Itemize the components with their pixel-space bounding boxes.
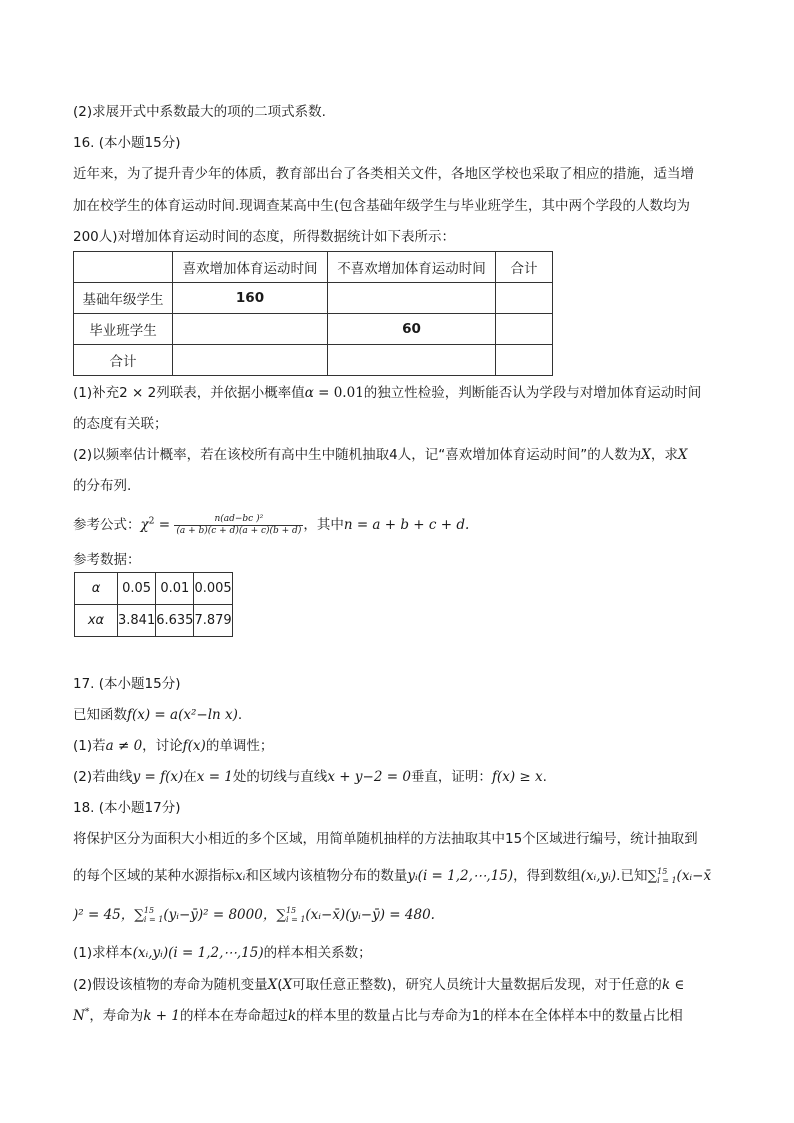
table-cell: 合计: [74, 345, 173, 376]
text-line-5: 200人)对增加体育运动时间的态度，所得数据统计如下表所示：: [73, 229, 456, 245]
text-span: 的样本里的数量占比与寿命为1的样本在全体样本中的数量占比相: [296, 1008, 683, 1024]
table-cell: 毕业班学生: [74, 314, 173, 345]
text-line-3: 近年来，为了提升青少年的体质，教育部出台了各类相关文件，各地区学校也采取了相应的措施，适当增: [73, 166, 694, 182]
math-span: x = 1: [196, 769, 233, 785]
table-row: [74, 283, 553, 314]
question-16-header: 16. (本小题15分): [73, 135, 181, 151]
text-span: (1)补充2 × 2列联表，并依据小概率值: [73, 385, 305, 401]
math-span: (xᵢ−x̄)(yᵢ−ȳ) = 480.: [305, 907, 435, 923]
text-span: .已知: [616, 868, 648, 884]
superscript: *: [84, 1007, 90, 1018]
text-line-1: (2)求展开式中系数最大的项的二项式系数.: [73, 104, 326, 120]
text-span: 在: [183, 769, 197, 785]
text-line-8: [73, 445, 687, 465]
text-span: 的样本在寿命超过: [179, 1008, 288, 1024]
table-cell: [173, 314, 328, 345]
sum-limits: [657, 867, 676, 885]
text-line-11: 参考数据：: [73, 552, 141, 568]
sum-symbol: ∑: [134, 907, 144, 923]
text-span: = 0.01的独立性检验，判断能否认为学段与对增加体育运动时间: [313, 385, 702, 401]
table-row: [75, 573, 233, 605]
text-span: .: [237, 707, 243, 723]
math-span: )² = 45，: [73, 907, 135, 923]
superscript: 2: [148, 516, 155, 527]
table-row: [74, 345, 553, 376]
sum-lower: i = 1: [143, 915, 164, 924]
var-x: X: [677, 447, 688, 463]
text-span: .: [542, 769, 547, 785]
table-cell: [496, 345, 553, 376]
text-span: ，寿命为: [89, 1008, 144, 1024]
text-line-7: 的态度有关联；: [73, 416, 168, 432]
sum-upper: 15: [143, 906, 155, 915]
text-span: ，求: [650, 447, 678, 463]
table-cell: 基础年级学生: [74, 283, 173, 314]
text-line-19: [73, 905, 435, 925]
text-line-9: 的分布列.: [73, 478, 132, 494]
table-cell: 0.05: [118, 573, 156, 605]
text-span: 可取任意正整数)，研究人员统计大量数据后发现，对于任意的: [292, 977, 662, 993]
math-span: xᵢ: [235, 868, 246, 884]
text-line-21: [73, 975, 684, 995]
sum-limits: [286, 906, 305, 924]
table-cell: [496, 283, 553, 314]
text-span: (2)假设该植物的寿命为随机变量: [73, 977, 268, 993]
text-span: ，得到数组: [513, 868, 581, 884]
sum-upper: 15: [657, 867, 668, 876]
text-span: 的样本相关系数；: [263, 945, 372, 961]
text-line-20: [73, 943, 372, 963]
function-expression: f(x) = a(x²−ln x): [127, 707, 238, 723]
text-span: 的每个区域的某种水源指标: [73, 868, 235, 884]
math-span: (xᵢ−x̄: [676, 868, 712, 884]
critical-value-table: [74, 572, 233, 637]
table-cell: [328, 283, 496, 314]
table-cell: 不喜欢增加体育运动时间: [328, 252, 496, 283]
text-span: (2)以频率估计概率，若在该校所有高中生中随机抽取4人，记“喜欢增加体育运动时间”的人数为: [73, 447, 642, 463]
fraction-numerator: n(ad−bc )²: [174, 514, 303, 526]
text-span: 垂直，证明：: [410, 769, 492, 785]
var-x: X: [641, 447, 651, 463]
table-cell: 60: [328, 314, 496, 345]
text-span: 处的切线与直线: [232, 769, 328, 785]
text-span: (2)若曲线: [73, 769, 133, 785]
equals-sign: =: [154, 517, 175, 533]
math-span: X: [267, 977, 278, 993]
text-line-13: [73, 705, 242, 725]
math-span: a ≠ 0: [105, 738, 143, 754]
question-18-header: 18. (本小题17分): [73, 800, 181, 816]
math-span: k ∈: [661, 977, 685, 993]
math-span: (xᵢ,yᵢ)(i = 1,2,⋯,15): [132, 945, 264, 961]
formula-text: n = a + b + c + d.: [343, 517, 470, 533]
chi-square-fraction: [174, 514, 303, 537]
fraction-denominator: (a + b)(c + d)(a + c)(b + d): [176, 525, 302, 536]
math-span: k: [287, 1008, 297, 1024]
text-span: ，其中: [303, 517, 344, 533]
math-span: k + 1: [143, 1008, 180, 1024]
sum-lower: i = 1: [285, 915, 306, 924]
text-line-17: 将保护区分为面积大小相近的多个区域，用简单随机抽样的方法抽取其中15个区域进行编号，统计抽取到: [73, 831, 698, 847]
math-span: y = f(x): [132, 769, 184, 785]
table-cell: 喜欢增加体育运动时间: [173, 252, 328, 283]
math-span: X: [282, 977, 293, 993]
math-span: f(x): [182, 738, 206, 754]
sum-upper: 15: [285, 906, 297, 915]
math-span: (yᵢ−ȳ)² = 8000，: [163, 907, 277, 923]
table-cell: 0.01: [156, 573, 194, 605]
table-cell: 合计: [496, 252, 553, 283]
table-header-row: [74, 252, 553, 283]
text-span: 已知函数: [73, 707, 127, 723]
question-17-header: 17. (本小题15分): [73, 676, 181, 692]
math-span: (xᵢ,yᵢ): [580, 868, 617, 884]
table-cell: [74, 252, 173, 283]
table-cell: [328, 345, 496, 376]
table-cell: 7.879: [194, 605, 232, 637]
table-cell: 6.635: [156, 605, 194, 637]
text-span: 参考公式：: [73, 517, 141, 533]
table-row: [75, 605, 233, 637]
text-span: 和区域内该植物分布的数量: [245, 868, 408, 884]
chi-symbol: χ: [140, 517, 149, 533]
text-line-6: [73, 383, 701, 403]
sum-lower: i = 1: [657, 876, 677, 885]
table-cell: 160: [173, 283, 328, 314]
math-span: x + y−2 = 0: [327, 769, 411, 785]
sum-symbol: ∑: [276, 907, 286, 923]
alpha-symbol: α: [304, 385, 314, 401]
table-cell: [173, 345, 328, 376]
contingency-table: [73, 251, 553, 376]
text-span: (: [277, 977, 283, 993]
table-row: [74, 314, 553, 345]
text-line-4: 加在校学生的体育运动时间.现调查某高中生(包含基础年级学生与毕业班学生，其中两个学段的人数均为: [73, 198, 691, 214]
math-span: yᵢ(i = 1,2,⋯,15): [407, 868, 514, 884]
table-cell: 3.841: [118, 605, 156, 637]
text-span: ，讨论: [142, 738, 183, 754]
table-cell: [496, 314, 553, 345]
text-span: 的单调性；: [205, 738, 274, 754]
sum-symbol: ∑: [647, 868, 658, 884]
table-cell: 0.005: [194, 573, 232, 605]
text-span: (1)求样本: [73, 945, 133, 961]
text-line-22: [73, 1006, 683, 1026]
formula-line: [73, 513, 469, 537]
text-line-15: [73, 767, 547, 787]
text-span: (1)若: [73, 738, 106, 754]
text-line-18: [73, 866, 711, 886]
text-line-14: [73, 736, 273, 756]
table-cell: α: [75, 573, 118, 605]
math-span: f(x) ≥ x: [491, 769, 543, 785]
sum-limits: [144, 906, 163, 924]
table-cell: xα: [75, 605, 118, 637]
math-span: N: [73, 1008, 85, 1024]
